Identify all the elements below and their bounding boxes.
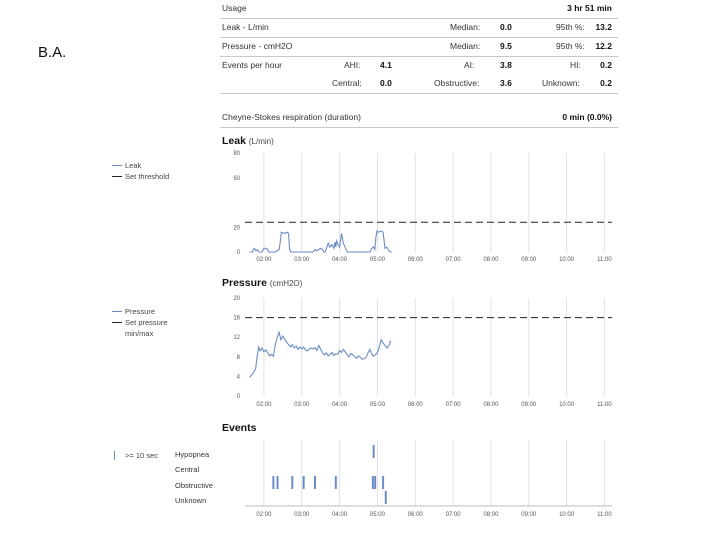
legend-label-set-pressure: Set pressure min/max (125, 318, 168, 338)
legend-label-threshold: Set threshold (125, 172, 170, 181)
leak-p95-label: 95th %: (556, 22, 585, 32)
pressure-median-label: Median: (450, 41, 481, 51)
central-label: Central: (332, 78, 362, 88)
legend-label-events: >= 10 sec (125, 451, 158, 460)
events-x-tick-label: 06:00 (407, 512, 423, 518)
unknown-value: 0.2 (600, 78, 612, 88)
event-row-label-central: Central (175, 465, 200, 474)
pressure-x-tick-label: 09:00 (521, 402, 537, 408)
ai-value: 3.8 (500, 60, 512, 70)
events-x-tick-label: 02:00 (256, 512, 272, 518)
leak-y-tick-label: 0 (236, 250, 240, 256)
leak-label: Leak - L/min (222, 22, 269, 32)
events-chart-title: Events (222, 422, 257, 434)
usage-value: 3 hr 51 min (567, 3, 612, 13)
leak-title-unit: (L/min) (248, 137, 274, 146)
pressure-median-value: 9.5 (500, 41, 512, 51)
pressure-y-tick-label: 8 (236, 354, 240, 361)
leak-x-tick-label: 04:00 (332, 257, 348, 263)
leak-median-label: Median: (450, 22, 481, 32)
ahi-value: 4.1 (380, 60, 392, 70)
pressure-chart-title (222, 277, 302, 289)
usage-label: Usage (222, 3, 247, 13)
pressure-p95-value: 12.2 (595, 41, 612, 51)
unknown-label: Unknown: (542, 78, 580, 88)
hi-label: HI: (570, 60, 581, 70)
events-x-tick-label: 09:00 (521, 512, 537, 518)
csr-value: 0 min (0.0%) (562, 112, 612, 122)
pressure-x-tick-label: 02:00 (256, 402, 272, 408)
leak-y-tick-label: 80 (233, 151, 240, 157)
legend-item-events (112, 450, 158, 461)
legend-item-pressure (112, 306, 195, 317)
events-x-tick-label: 03:00 (294, 512, 310, 518)
leak-y-tick-label: 20 (233, 225, 240, 232)
leak-x-tick-label: 10:00 (559, 257, 575, 263)
leak-y-tick-label: 60 (233, 175, 240, 182)
pressure-x-tick-label: 10:00 (559, 402, 575, 408)
events-x-tick-label: 08:00 (483, 512, 499, 518)
corner-label: B.A. (38, 44, 67, 61)
pressure-p95-label: 95th %: (556, 41, 585, 51)
pressure-label: Pressure - cmH2O (222, 41, 293, 51)
leak-x-tick-label: 07:00 (445, 257, 461, 263)
hi-value: 0.2 (600, 60, 612, 70)
pressure-y-tick-label: 16 (233, 315, 240, 322)
event-row-label-hypopnea: Hypopnea (175, 450, 210, 459)
pressure-x-tick-label: 07:00 (445, 402, 461, 408)
events-legend (112, 450, 158, 461)
leak-x-tick-label: 05:00 (369, 257, 385, 263)
pressure-title-text: Pressure (222, 277, 267, 289)
leak-title-text: Leak (222, 135, 246, 147)
event-row-label-unknown: Unknown (175, 496, 207, 505)
obstructive-value: 3.6 (500, 78, 512, 88)
events-x-tick-label: 11:00 (597, 512, 612, 518)
leak-p95-value: 13.2 (595, 22, 612, 32)
legend-swatch-events (114, 451, 115, 460)
ai-label: AI: (464, 60, 475, 70)
ahi-label: AHI: (344, 60, 361, 70)
event-row-label-obstructive: Obstructive (175, 481, 213, 490)
leak-median-value: 0.0 (500, 22, 512, 32)
pressure-y-tick-label: 0 (236, 394, 240, 400)
pressure-title-unit: (cmH2O) (269, 279, 303, 288)
legend-label-pressure: Pressure (125, 307, 156, 316)
pressure-legend (112, 306, 195, 339)
pressure-x-tick-label: 08:00 (483, 402, 499, 408)
events-x-tick-label: 04:00 (332, 512, 348, 518)
pressure-y-tick-label: 20 (233, 296, 240, 302)
csr-label: Cheyne-Stokes respiration (duration) (222, 112, 361, 122)
events-x-tick-label: 07:00 (445, 512, 461, 518)
legend-label-leak: Leak (125, 161, 142, 170)
pressure-y-tick-label: 12 (233, 335, 240, 342)
obstructive-label: Obstructive: (434, 78, 480, 88)
pressure-x-tick-label: 04:00 (332, 402, 348, 408)
leak-x-tick-label: 02:00 (256, 257, 272, 263)
leak-series-line (250, 231, 392, 252)
pressure-x-tick-label: 06:00 (407, 402, 423, 408)
events-x-tick-label: 05:00 (369, 512, 385, 518)
pressure-x-tick-label: 03:00 (294, 402, 310, 408)
leak-x-tick-label: 09:00 (521, 257, 537, 263)
events-x-tick-label: 10:00 (559, 512, 575, 518)
pressure-series-line (250, 332, 391, 377)
leak-x-tick-label: 06:00 (407, 257, 423, 263)
leak-x-tick-label: 03:00 (294, 257, 310, 263)
pressure-y-tick-label: 4 (236, 374, 240, 381)
leak-x-tick-label: 11:00 (597, 257, 612, 263)
leak-x-tick-label: 08:00 (483, 257, 499, 263)
legend-item-set-pressure (112, 317, 195, 339)
pressure-x-tick-label: 05:00 (369, 402, 385, 408)
events-label: Events per hour (222, 60, 283, 70)
legend-swatch-set-pressure (112, 322, 122, 323)
pressure-x-tick-label: 11:00 (597, 402, 612, 408)
legend-swatch-pressure (112, 311, 122, 312)
central-value: 0.0 (380, 78, 392, 88)
